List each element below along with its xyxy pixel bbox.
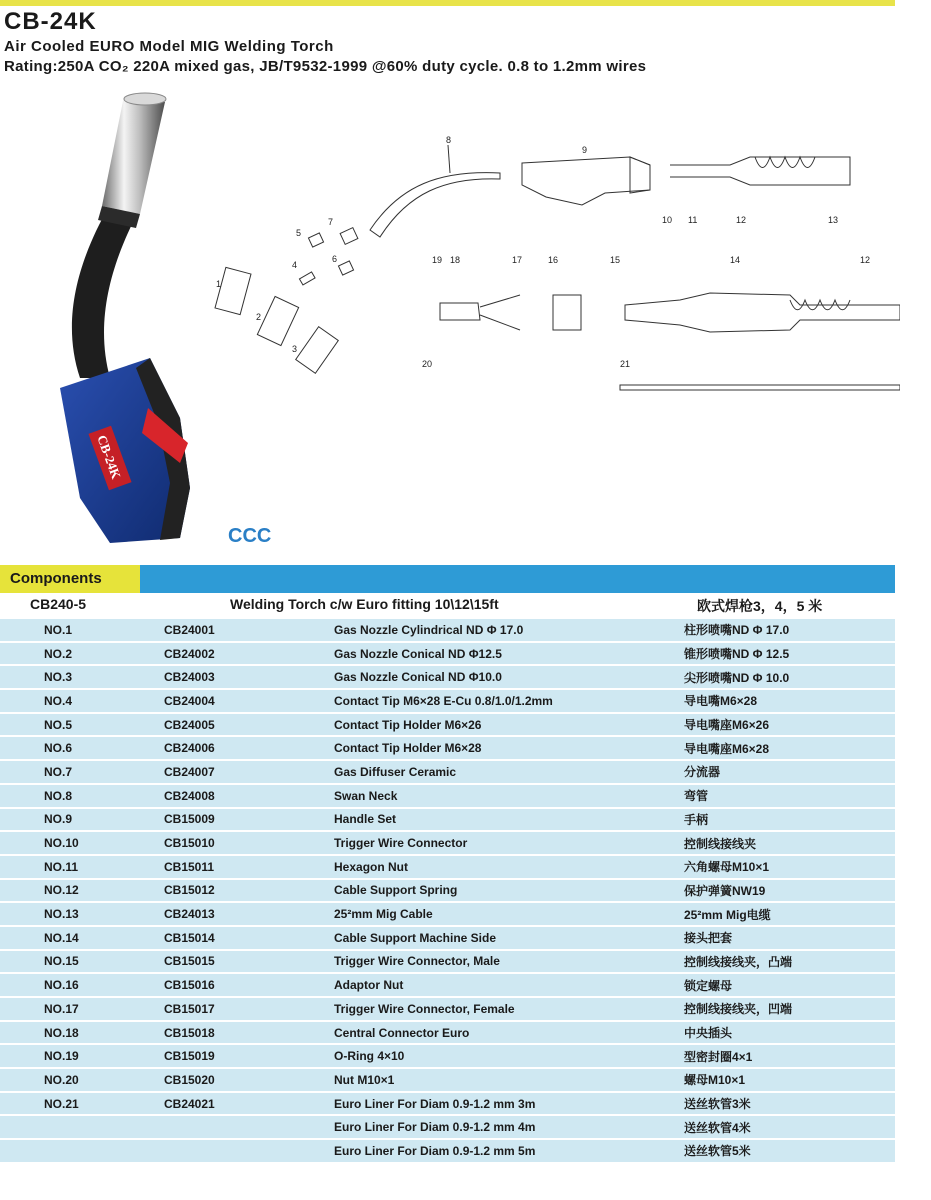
diagram-label: 14	[730, 255, 741, 265]
part-number: NO.10	[0, 832, 164, 854]
part-chinese-name: 控制线接线夹	[684, 832, 895, 854]
parts-table	[0, 617, 895, 1164]
table-row	[0, 1093, 895, 1115]
diagram-label: 13	[828, 215, 839, 225]
exploded-parts-diagram	[210, 135, 900, 405]
part-description: Hexagon Nut	[334, 856, 684, 878]
part-code: CB24004	[164, 690, 334, 712]
part-number: NO.15	[0, 951, 164, 973]
part-chinese-name: 控制线接线夹，凸端	[684, 951, 895, 973]
part-description: Nut M10×1	[334, 1069, 684, 1091]
table-row	[0, 1045, 895, 1067]
part-chinese-name: 弯管	[684, 785, 895, 807]
table-row	[0, 761, 895, 783]
part-code: CB24006	[164, 737, 334, 759]
part-code	[164, 1116, 334, 1138]
table-row	[0, 785, 895, 807]
part-number: NO.2	[0, 643, 164, 665]
part-number: NO.7	[0, 761, 164, 783]
part-diffuser	[340, 228, 358, 245]
part-chinese-name: 导电嘴座M6×26	[684, 714, 895, 736]
part-description: Gas Nozzle Conical ND Φ10.0	[334, 666, 684, 688]
part-code: CB15016	[164, 974, 334, 996]
part-code: CB24001	[164, 619, 334, 641]
table-row	[0, 643, 895, 665]
table-row	[0, 714, 895, 736]
components-section-label: Components	[0, 565, 140, 593]
part-central-connector	[440, 303, 480, 320]
part-chinese-name: 六角螺母M10×1	[684, 856, 895, 878]
product-subtitle: Air Cooled EURO Model MIG Welding Torch	[4, 38, 334, 55]
ccc-mark: CCC	[228, 525, 272, 547]
part-code: CB15014	[164, 927, 334, 949]
part-description: Euro Liner For Diam 0.9-1.2 mm 4m	[334, 1116, 684, 1138]
part-number	[0, 1116, 164, 1138]
part-description: Contact Tip Holder M6×28	[334, 737, 684, 759]
table-row	[0, 832, 895, 854]
series-chinese: 欧式焊枪3，4，5 米	[697, 598, 823, 614]
part-chinese-name: 手柄	[684, 809, 895, 831]
part-code	[164, 1140, 334, 1162]
part-code: CB15020	[164, 1069, 334, 1091]
part-number: NO.16	[0, 974, 164, 996]
table-row	[0, 927, 895, 949]
part-chinese-name: 柱形喷嘴ND Φ 17.0	[684, 619, 895, 641]
part-number: NO.8	[0, 785, 164, 807]
part-chinese-name: 送丝软管4米	[684, 1116, 895, 1138]
part-description: Trigger Wire Connector	[334, 832, 684, 854]
part-description: 25²mm Mig Cable	[334, 903, 684, 925]
part-number: NO.11	[0, 856, 164, 878]
part-chinese-name: 锁定螺母	[684, 974, 895, 996]
diagram-label: 3	[292, 344, 298, 354]
part-code: CB15012	[164, 880, 334, 902]
part-code: CB15009	[164, 809, 334, 831]
part-description: Adaptor Nut	[334, 974, 684, 996]
part-number: NO.5	[0, 714, 164, 736]
part-chinese-name: 导电嘴M6×28	[684, 690, 895, 712]
table-row	[0, 809, 895, 831]
part-number: NO.4	[0, 690, 164, 712]
part-nozzle-3	[296, 327, 339, 374]
part-description: Contact Tip Holder M6×26	[334, 714, 684, 736]
part-adaptor-nut	[553, 295, 581, 330]
part-description: Gas Nozzle Cylindrical ND Φ 17.0	[334, 619, 684, 641]
diagram-label: 11	[688, 215, 698, 225]
series-code: CB240-5	[30, 596, 87, 612]
part-code: CB24021	[164, 1093, 334, 1115]
diagram-label: 16	[548, 255, 559, 265]
part-chinese-name: 导电嘴座M6×28	[684, 737, 895, 759]
part-code: CB24003	[164, 666, 334, 688]
part-code: CB15011	[164, 856, 334, 878]
part-code: CB15010	[164, 832, 334, 854]
part-chinese-name: 送丝软管5米	[684, 1140, 895, 1162]
part-nozzle-1	[215, 267, 251, 314]
table-row	[0, 903, 895, 925]
part-description: Euro Liner For Diam 0.9-1.2 mm 3m	[334, 1093, 684, 1115]
part-code: CB15017	[164, 998, 334, 1020]
part-description: Cable Support Spring	[334, 880, 684, 902]
part-code: CB15015	[164, 951, 334, 973]
part-code: CB24007	[164, 761, 334, 783]
part-chinese-name: 25²mm Mig电缆	[684, 903, 895, 925]
part-number: NO.13	[0, 903, 164, 925]
top-accent-bar	[0, 0, 895, 6]
series-description: Welding Torch c/w Euro fitting 10\12\15ft	[230, 596, 499, 612]
diagram-label: 21	[620, 359, 631, 369]
part-cable-top	[670, 157, 850, 185]
handle-label: CB-24K	[94, 433, 124, 481]
part-chinese-name: 型密封圈4×1	[684, 1045, 895, 1067]
table-row	[0, 619, 895, 641]
part-description: Cable Support Machine Side	[334, 927, 684, 949]
part-chinese-name: 保护弹簧NW19	[684, 880, 895, 902]
diagram-label: 20	[422, 359, 433, 369]
part-chinese-name: 分流器	[684, 761, 895, 783]
part-number: NO.14	[0, 927, 164, 949]
diagram-label: 2	[256, 312, 262, 322]
diagram-label: 18	[450, 255, 461, 265]
diagram-label: 5	[296, 228, 302, 238]
part-chinese-name: 送丝软管3米	[684, 1093, 895, 1115]
table-row	[0, 1116, 895, 1138]
part-number: NO.9	[0, 809, 164, 831]
diagram-label: 12	[860, 255, 871, 265]
torch-photo	[40, 88, 210, 548]
table-row	[0, 666, 895, 688]
diagram-label: 19	[432, 255, 443, 265]
part-chinese-name: 中央插头	[684, 1022, 895, 1044]
part-description: Contact Tip M6×28 E-Cu 0.8/1.0/1.2mm	[334, 690, 684, 712]
part-code: CB24008	[164, 785, 334, 807]
part-number: NO.18	[0, 1022, 164, 1044]
diagram-label: 15	[610, 255, 621, 265]
table-row	[0, 737, 895, 759]
part-number: NO.6	[0, 737, 164, 759]
swan-neck-shape	[72, 208, 135, 378]
part-description: Trigger Wire Connector, Female	[334, 998, 684, 1020]
table-row	[0, 1022, 895, 1044]
model-title: CB-24K	[4, 8, 97, 35]
part-chinese-name: 螺母M10×1	[684, 1069, 895, 1091]
part-code: CB15019	[164, 1045, 334, 1067]
table-row	[0, 974, 895, 996]
part-code: CB24005	[164, 714, 334, 736]
part-chinese-name: 接头把套	[684, 927, 895, 949]
part-number: NO.20	[0, 1069, 164, 1091]
diagram-label: 6	[332, 254, 338, 264]
series-row	[0, 593, 895, 617]
part-number: NO.3	[0, 666, 164, 688]
table-row	[0, 690, 895, 712]
part-contact-tip	[299, 272, 315, 285]
diagram-label: 17	[512, 255, 523, 265]
part-description: Gas Nozzle Conical ND Φ12.5	[334, 643, 684, 665]
diagram-label: 10	[662, 215, 673, 225]
table-row	[0, 1140, 895, 1162]
part-cable-machine-side	[625, 293, 900, 332]
part-description: Euro Liner For Diam 0.9-1.2 mm 5m	[334, 1140, 684, 1162]
table-row	[0, 951, 895, 973]
part-description: Gas Diffuser Ceramic	[334, 761, 684, 783]
part-chinese-name: 控制线接线夹，凹端	[684, 998, 895, 1020]
part-chinese-name: 尖形喷嘴ND Φ 10.0	[684, 666, 895, 688]
diagram-label: 1	[216, 279, 222, 289]
nozzle-shape	[102, 96, 165, 214]
part-description: Trigger Wire Connector, Male	[334, 951, 684, 973]
part-code: CB24013	[164, 903, 334, 925]
part-description: Central Connector Euro	[334, 1022, 684, 1044]
part-code: CB15018	[164, 1022, 334, 1044]
part-number: NO.17	[0, 998, 164, 1020]
part-number	[0, 1140, 164, 1162]
part-swan-neck	[370, 173, 500, 237]
rating-line: Rating:250A CO₂ 220A mixed gas, JB/T9532-1999 @60% duty cycle. 0.8 to 1.2mm wires	[4, 58, 647, 75]
diagram-label: 4	[292, 260, 298, 270]
part-number: NO.12	[0, 880, 164, 902]
diagram-label: 12	[736, 215, 747, 225]
diagram-label: 8	[446, 135, 452, 145]
part-description: O-Ring 4×10	[334, 1045, 684, 1067]
part-chinese-name: 锥形喷嘴ND Φ 12.5	[684, 643, 895, 665]
part-description: Swan Neck	[334, 785, 684, 807]
part-tip-holder-5	[308, 233, 323, 247]
table-row	[0, 856, 895, 878]
part-code: CB24002	[164, 643, 334, 665]
part-tip-holder-6	[338, 261, 353, 275]
part-number: NO.19	[0, 1045, 164, 1067]
part-number: NO.1	[0, 619, 164, 641]
table-row	[0, 880, 895, 902]
part-liner	[620, 385, 900, 390]
part-handle	[522, 157, 650, 205]
table-row	[0, 998, 895, 1020]
part-nozzle-2	[257, 296, 298, 345]
table-row	[0, 1069, 895, 1091]
diagram-label: 9	[582, 145, 588, 155]
part-description: Handle Set	[334, 809, 684, 831]
part-number: NO.21	[0, 1093, 164, 1115]
diagram-label: 7	[328, 217, 334, 227]
